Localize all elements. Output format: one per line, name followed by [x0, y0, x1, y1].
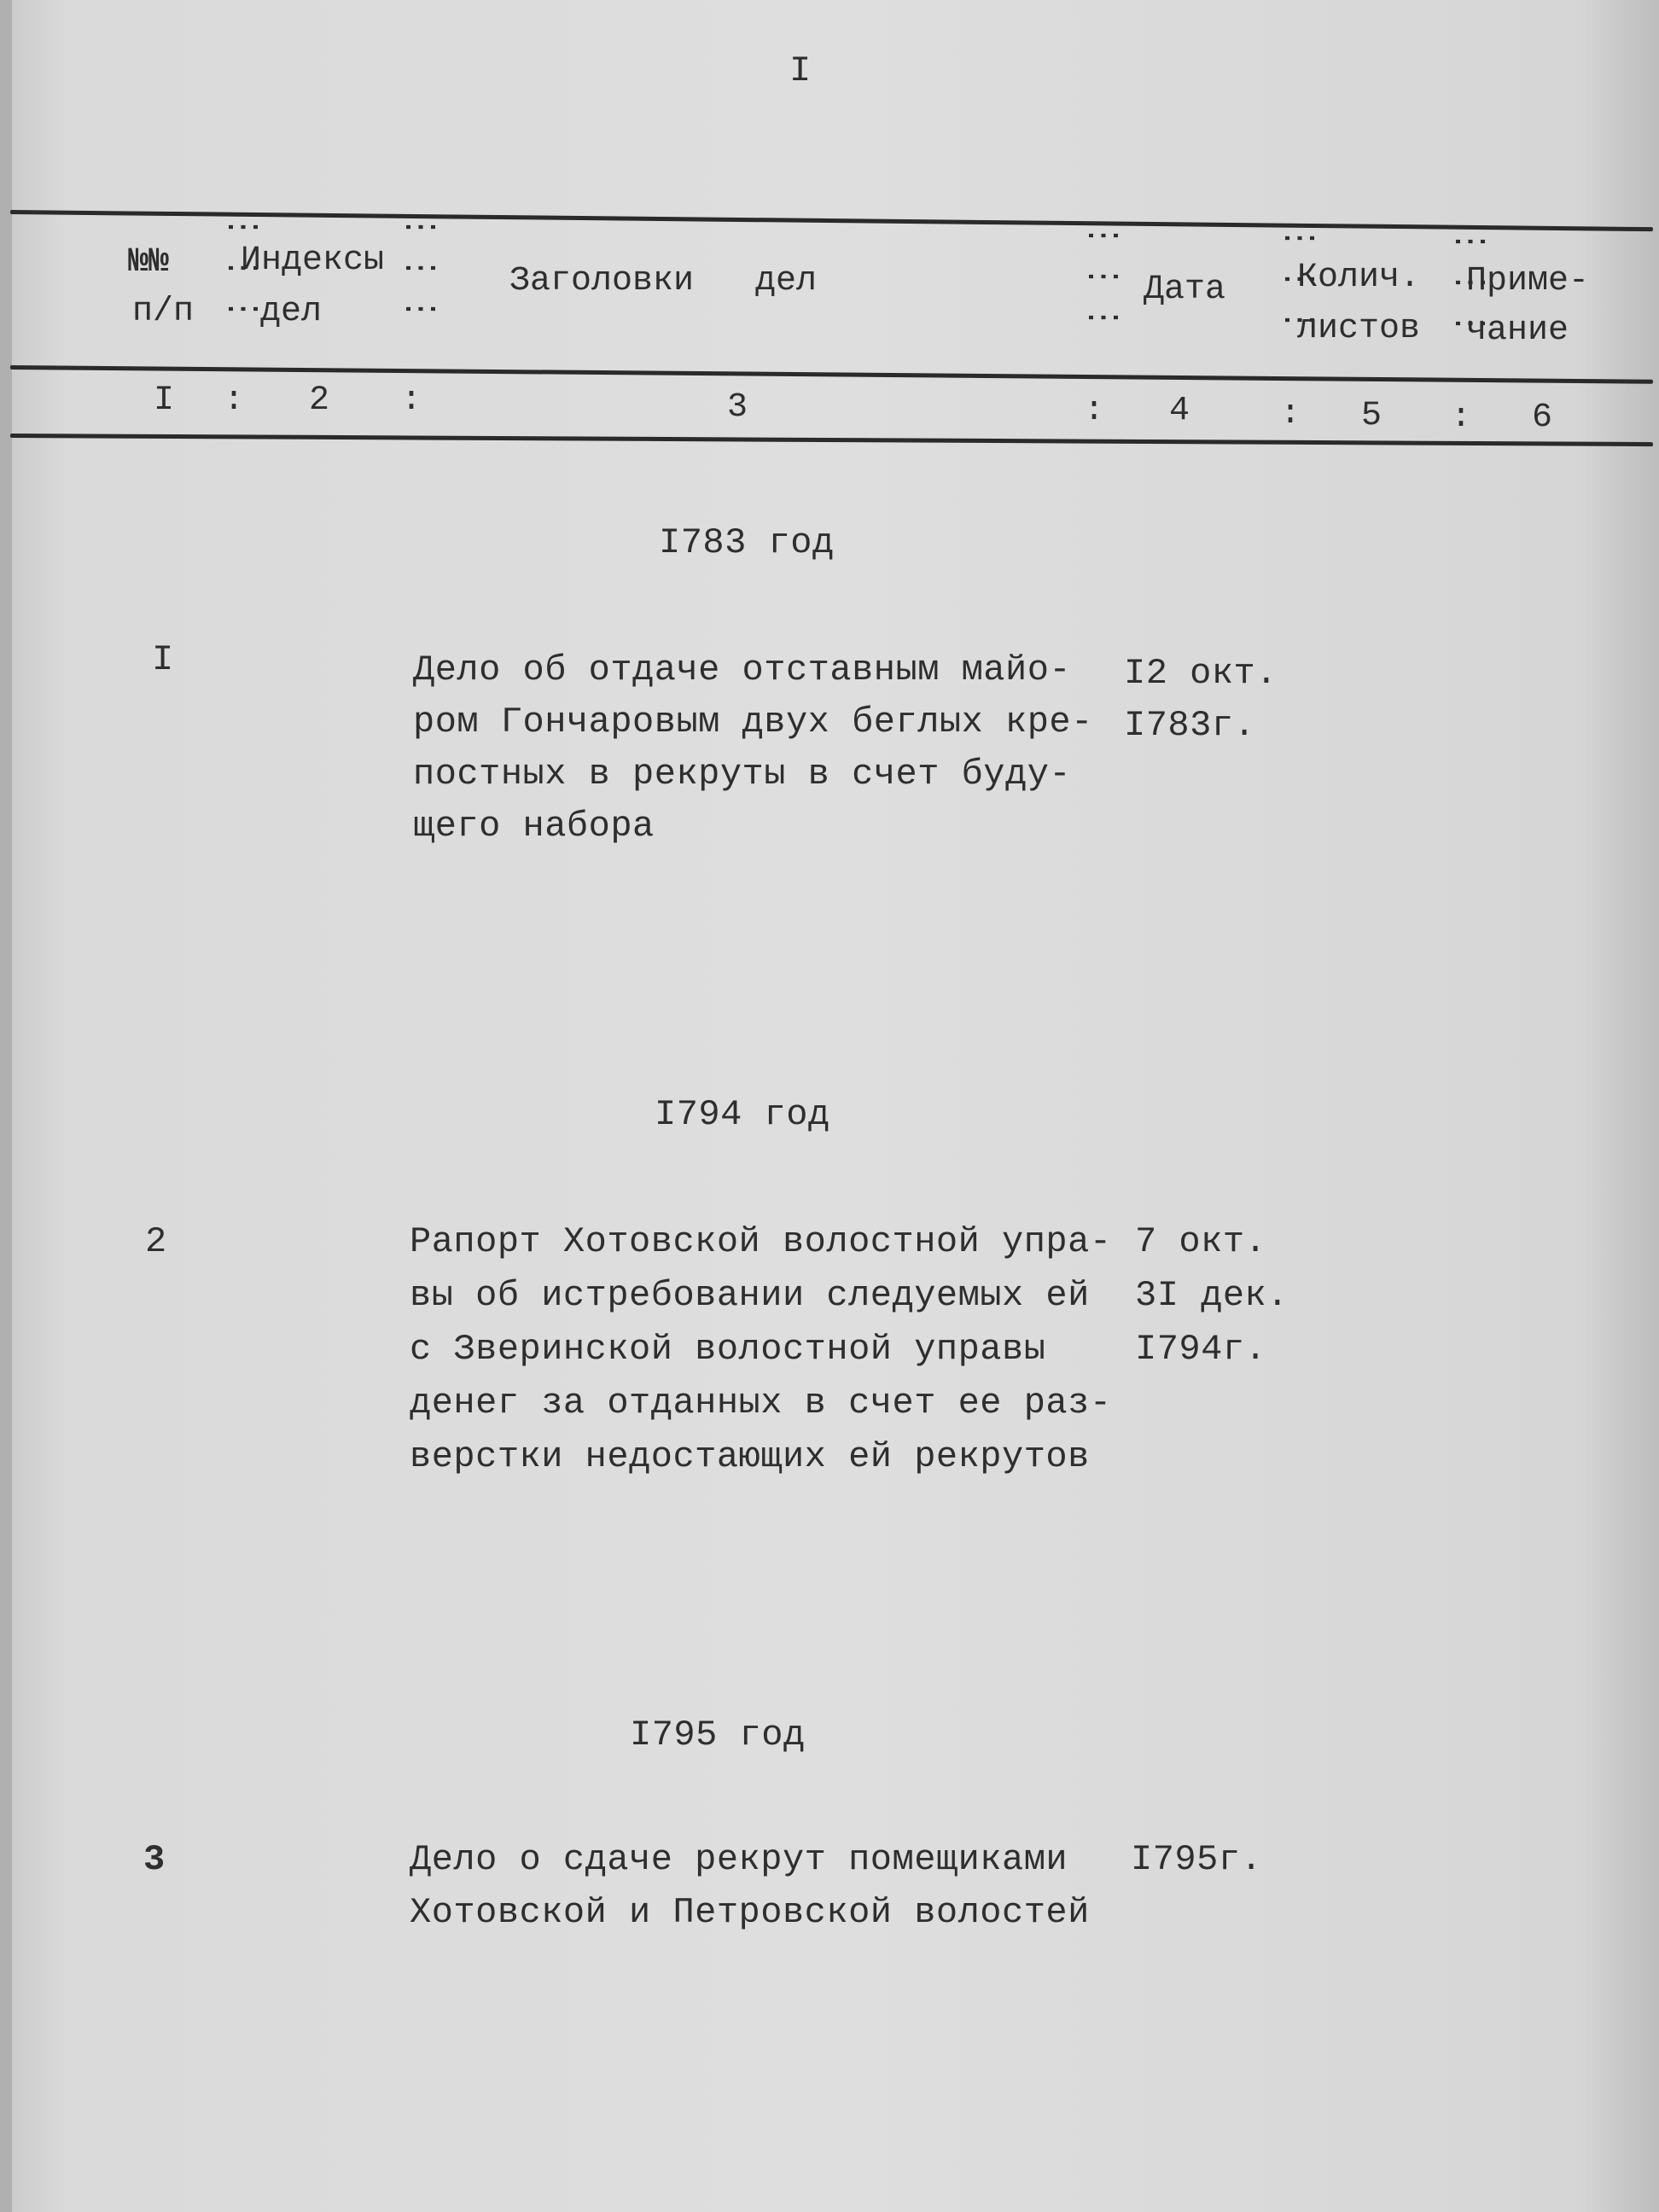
entry-date-line: I783г. — [1124, 705, 1256, 746]
entry-date-line: I794г. — [1135, 1329, 1267, 1370]
entry-date-line: 3I дек. — [1135, 1275, 1289, 1316]
page-edge — [0, 0, 12, 2212]
entry-number: I — [152, 639, 174, 680]
column-separator: ⋮⋮⋮ — [399, 209, 439, 332]
header-middle-rule — [10, 365, 1653, 384]
entry-number: 3 — [143, 1839, 166, 1880]
entry-title-line: Хотовской и Петровской волостей — [410, 1892, 1090, 1933]
header-col-5-line-1: Колич. — [1297, 259, 1421, 297]
column-separator: ⋮⋮⋮ — [1081, 218, 1122, 341]
year-heading: I795 год — [630, 1714, 806, 1755]
column-separator: ⋮⋮⋮ — [1448, 224, 1489, 346]
entry-date-line: I795г. — [1131, 1839, 1263, 1880]
year-heading: I794 год — [655, 1094, 830, 1135]
column-number-2: 2 — [309, 381, 330, 420]
header-col-6-line-2: чание — [1466, 311, 1569, 350]
column-separator: ⋮⋮⋮ — [1278, 220, 1318, 343]
column-number-1: I — [154, 381, 175, 420]
header-col-4-label: Дата — [1144, 271, 1226, 309]
entry-title-line: денег за отданных в счет ее раз- — [410, 1382, 1112, 1423]
entry-title-line: Рапорт Хотовской волостной упра- — [410, 1221, 1112, 1262]
column-number-6: 6 — [1532, 399, 1553, 437]
entry-title-line: постных в рекруты в счет буду- — [413, 754, 1072, 795]
column-separator: : — [401, 381, 422, 420]
entry-title-line: вы об истребовании следуемых ей — [410, 1275, 1090, 1316]
column-number-4: 4 — [1169, 392, 1190, 430]
header-col-1-line-2: п/п — [132, 293, 195, 331]
entry-number: 2 — [145, 1221, 167, 1262]
header-col-1-line-1: №№ — [128, 243, 170, 282]
entry-title-line: верстки недостающих ей рекрутов — [410, 1436, 1090, 1477]
year-heading: I783 год — [659, 522, 835, 563]
header-bottom-rule — [10, 434, 1653, 446]
entry-title-line: с Зверинской волостной управы — [410, 1329, 1046, 1370]
header-col-5-line-2: листов — [1297, 310, 1421, 348]
entry-date-line: I2 окт. — [1124, 653, 1278, 694]
entry-title-line: ром Гончаровым двух беглых кре- — [413, 701, 1093, 742]
column-separator: : — [1451, 399, 1472, 437]
header-col-3-label: Заголовки дел — [509, 262, 818, 300]
entry-title-line: щего набора — [413, 806, 655, 847]
entry-title-line: Дело об отдаче отставным майо- — [413, 649, 1072, 690]
column-number-5: 5 — [1361, 397, 1382, 435]
header-col-6-line-1: Приме- — [1466, 262, 1590, 300]
column-separator: : — [224, 381, 245, 420]
column-separator: : — [1280, 395, 1301, 434]
entry-date-line: 7 окт. — [1135, 1221, 1267, 1262]
entry-title-line: Дело о сдаче рекрут помещиками — [410, 1839, 1068, 1880]
column-separator: ⋮⋮⋮ — [221, 209, 262, 332]
header-col-2-line-1: Индексы — [241, 242, 385, 280]
column-number-3: 3 — [727, 388, 748, 427]
page-number: I — [789, 50, 812, 91]
column-separator: : — [1084, 392, 1105, 430]
header-col-2-line-2: дел — [260, 293, 323, 331]
